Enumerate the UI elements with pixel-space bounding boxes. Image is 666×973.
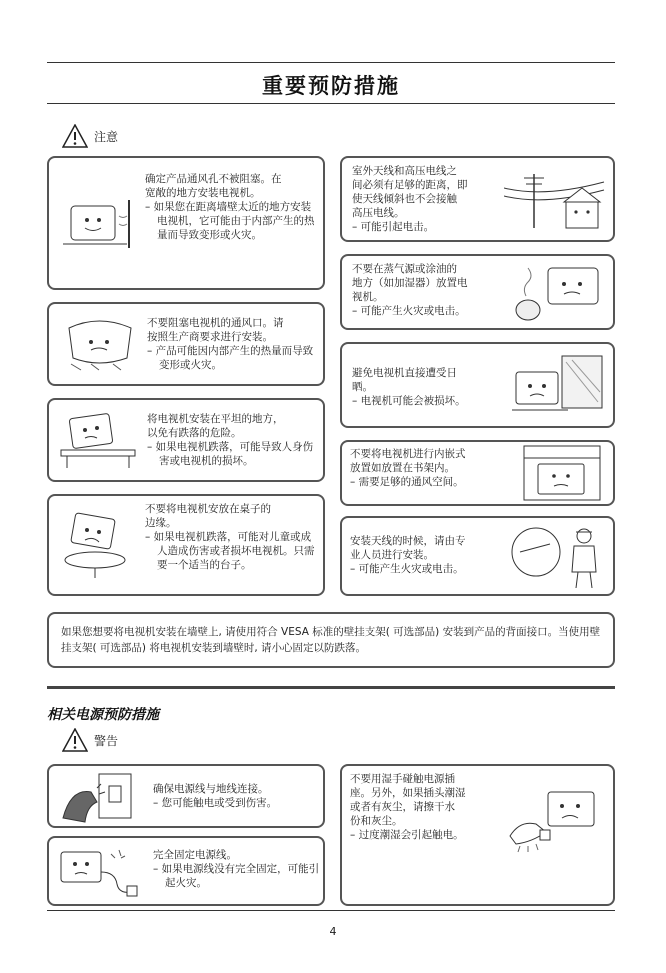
text-line: 不要阻塞电视机的通风口。请 — [147, 317, 284, 329]
plug-ground-illustration — [59, 770, 139, 824]
page-title: 重要预防措施 — [262, 74, 400, 98]
bullet-line: – 如果电源线没有完全固定，可能引起火灾。 — [153, 863, 320, 889]
warning-heading — [62, 728, 118, 752]
tv-sunlight-illustration — [508, 352, 608, 422]
bullet-line: – 如果您在距离墙壁太近的地方安装电视机，它可能由于内部产生的热量而导致变形或火灾。 — [145, 201, 315, 241]
bullet-line: – 需要足够的通风空间。 — [350, 476, 464, 488]
text-line: 避免电视机直接遭受日 — [352, 367, 457, 379]
text-line: 份和灰尘。 — [350, 815, 403, 827]
bullet-line: – 可能产生火灾或电击。 — [352, 305, 466, 317]
warning-text-cord-secure — [153, 848, 321, 890]
caution-box-built-in — [340, 440, 615, 506]
bullet-line: – 产品可能因内部产生的热量而导致变形或火灾。 — [147, 345, 314, 371]
caution-text-antenna-install — [350, 534, 510, 576]
text-line: 业人员进行安装。 — [350, 549, 434, 561]
antenna-powerline-illustration — [504, 168, 608, 234]
vesa-wall-mount-note: 如果您想要将电视机安装在墙壁上, 请使用符合 VESA 标准的壁挂支架( 可选部品) 安装到产品的背面接口。当使用壁挂支架( 可选部品) 将电视机安装到墙壁时, 请小心固定以防跌落。 — [47, 612, 615, 668]
caution-box-antenna-install — [340, 516, 615, 596]
text-line: 宽敞的地方安装电视机。 — [145, 187, 261, 199]
caution-text-sunlight — [352, 366, 507, 408]
text-line: 将电视机安装在平坦的地方， — [147, 413, 284, 425]
section-divider — [47, 686, 615, 689]
tv-falling-illustration — [59, 512, 139, 580]
tv-cord-illustration — [57, 846, 141, 900]
text-line: 高压电线。 — [352, 207, 405, 219]
text-line: 确保电源线与地线连接。 — [153, 783, 269, 795]
text-line: 间必须有足够的距离，即 — [352, 179, 468, 191]
tv-in-bookshelf-illustration — [514, 444, 608, 502]
caution-box-sunlight — [340, 342, 615, 428]
top-rule — [47, 62, 615, 63]
warning-text-wet-hands — [350, 772, 506, 842]
warning-triangle-icon — [62, 728, 88, 752]
notice-label: 注意 — [94, 129, 119, 144]
text-line: 确定产品通风孔不被阻塞。在 — [145, 173, 282, 185]
text-line: 座。另外，如果插头潮湿 — [350, 787, 466, 799]
text-line: 不要将电视机进行内嵌式 — [350, 448, 466, 460]
bullet-line: – 可能产生火灾或电击。 — [350, 563, 464, 575]
bullet-line: – 您可能触电或受到伤害。 — [153, 797, 278, 809]
text-line: 或者有灰尘，请擦干水 — [350, 801, 455, 813]
text-line: 安装天线的时候，请由专 — [350, 535, 466, 547]
caution-text-built-in — [350, 447, 512, 489]
text-line: 放置如放置在书架内。 — [350, 462, 455, 474]
text-line: 使天线倾斜也不会接触 — [352, 193, 457, 205]
caution-box-vent-block — [47, 302, 325, 386]
warning-box-wet-hands — [340, 764, 615, 906]
title-underline — [47, 103, 615, 104]
humidifier-tv-illustration — [510, 262, 606, 324]
text-line: 边缘。 — [145, 517, 177, 529]
text-line: 地方（如加湿器）放置电 — [352, 277, 468, 289]
bullet-line: – 可能引起电击。 — [352, 221, 435, 233]
caution-text-antenna-power — [352, 164, 502, 234]
notice-heading — [62, 124, 118, 148]
caution-text-steam-oil — [352, 262, 502, 318]
text-line: 室外天线和高压电线之 — [352, 165, 457, 177]
tv-on-table-illustration — [57, 410, 141, 472]
text-line: 按照生产商要求进行安装。 — [147, 331, 273, 343]
caution-box-table-edge — [47, 494, 325, 596]
warning-box-cord-secure — [47, 836, 325, 906]
bullet-line: – 电视机可能会被损坏。 — [352, 395, 466, 407]
warning-triangle-icon — [62, 124, 88, 148]
text-line: 晒。 — [352, 381, 373, 393]
caution-text-flat-surface — [147, 412, 319, 468]
bullet-line: – 如果电视机跌落，可能对儿童或成人造成伤害或者损坏电视机。只需要一个适当的台子。 — [145, 531, 315, 571]
tv-covered-illustration — [61, 314, 141, 376]
caution-text-vent-block — [147, 316, 319, 372]
caution-box-steam-oil — [340, 254, 615, 330]
warning-label: 警告 — [94, 733, 119, 748]
text-line: 不要将电视机安放在桌子的 — [145, 503, 271, 515]
page-number: 4 — [329, 925, 337, 938]
bullet-line: – 如果电视机跌落，可能导致人身伤害或电视机的损坏。 — [147, 441, 314, 467]
tv-near-wall-illustration — [57, 196, 137, 256]
caution-box-ventilation — [47, 156, 325, 290]
text-line: 不要在蒸气源或涂油的 — [352, 263, 457, 275]
text-line: 视机。 — [352, 291, 384, 303]
technician-illustration — [510, 522, 610, 592]
text-line: 不要用湿手碰触电源插 — [350, 773, 455, 785]
caution-box-flat-surface — [47, 398, 325, 482]
text-line: 以免有跌落的危险。 — [147, 427, 242, 439]
caution-box-antenna-power — [340, 156, 615, 242]
bullet-line: – 过度潮湿会引起触电。 — [350, 829, 464, 841]
caution-text-table-edge — [145, 502, 319, 572]
text-line: 完全固定电源线。 — [153, 849, 237, 861]
warning-text-ground — [153, 782, 321, 810]
caution-text-ventilation — [145, 172, 317, 242]
wet-hand-plug-illustration — [506, 786, 606, 856]
bottom-rule — [47, 910, 615, 911]
power-section-title: 相关电源预防措施 — [47, 707, 159, 723]
warning-box-ground — [47, 764, 325, 828]
